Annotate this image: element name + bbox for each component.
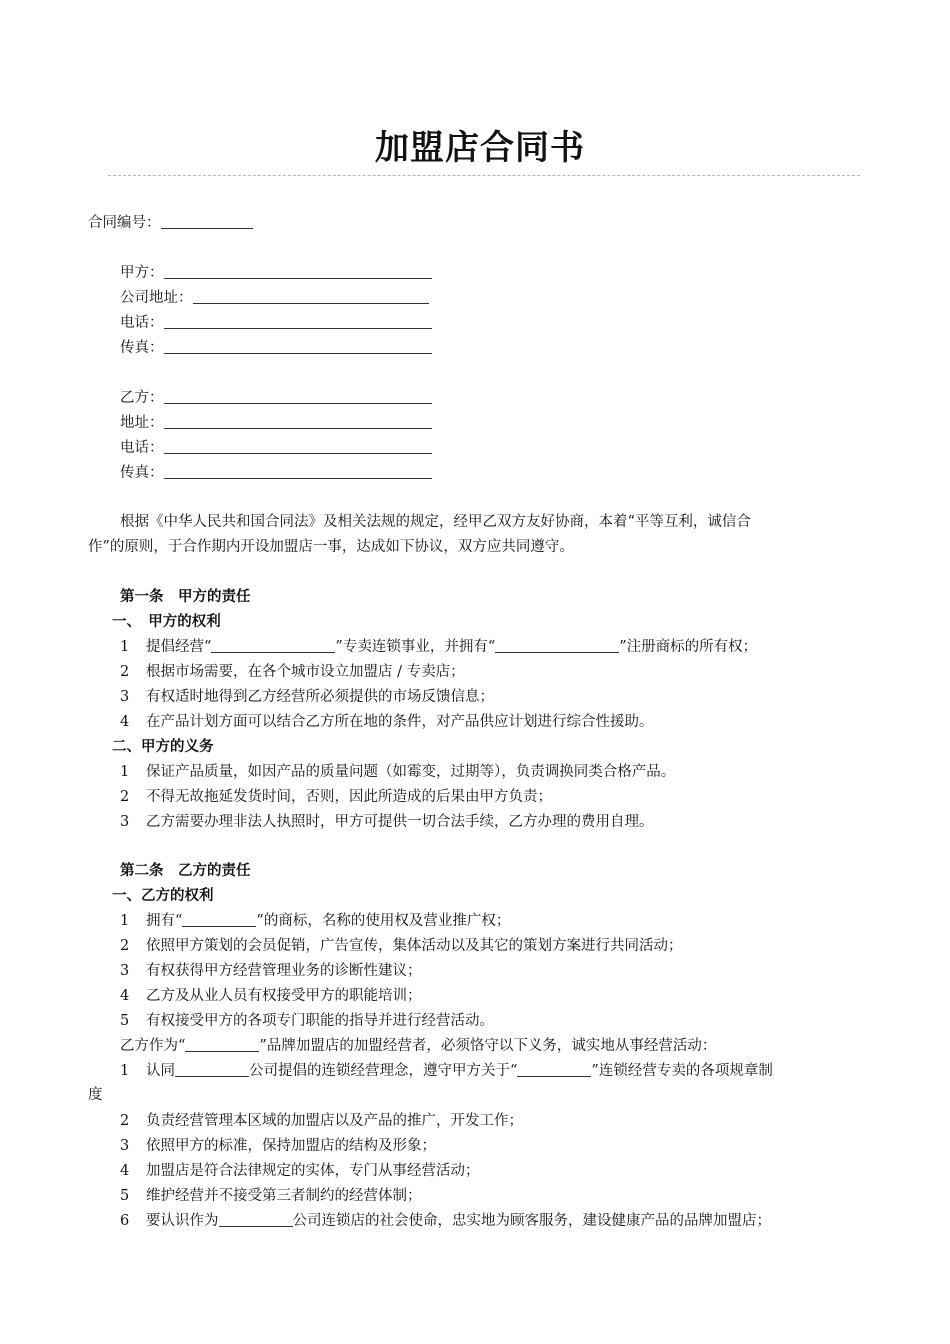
party-b-fax-label: 传真： <box>120 465 164 481</box>
article-1-heading: 第一条 甲方的责任 <box>120 588 251 605</box>
item-number: 5 <box>120 1188 130 1204</box>
item-text: 有权获得甲方经营管理业务的诊断性建议； <box>146 963 422 979</box>
party-b-address-label: 地址： <box>120 415 164 431</box>
list-item <box>120 687 494 707</box>
item-text: 拥有“ <box>146 913 183 929</box>
item-text: 公司提倡的连锁经营理念，遵守甲方关于“ <box>249 1063 518 1079</box>
party-a-fax <box>120 338 432 358</box>
item-text: 提倡经营“ <box>146 639 212 655</box>
party-a-phone <box>120 313 432 333</box>
party-b-name-blank <box>164 389 432 404</box>
item-number: 4 <box>120 714 130 730</box>
contract-number-label: 合同编号： <box>88 215 161 231</box>
document-title: 加盟店合同书 <box>375 128 585 168</box>
item-text: 根据市场需要，在各个城市设立加盟店 / 专卖店； <box>146 664 465 680</box>
list-item <box>120 637 757 657</box>
intro-paragraph-line-1: 根据《中华人民共和国合同法》及相关法规的规定，经甲乙双方友好协商，本着“平等互利，诚信合 <box>120 514 751 530</box>
item-number: 3 <box>120 1138 130 1154</box>
list-item <box>120 936 683 956</box>
item-number: 3 <box>120 689 130 705</box>
list-item <box>120 812 654 832</box>
party-a-fax-label: 传真： <box>120 340 164 356</box>
party-b-phone-blank <box>164 439 432 454</box>
list-item <box>120 1111 523 1131</box>
item-number: 1 <box>120 764 130 780</box>
party-b-address-blank <box>164 414 432 429</box>
item-number: 1 <box>120 639 130 655</box>
item-text: ”的商标，名称的使用权及营业推广权； <box>256 913 511 929</box>
party-b-name <box>120 388 432 408</box>
item-number: 3 <box>120 814 130 830</box>
party-b-phone-label: 电话： <box>120 440 164 456</box>
item-text: 认同 <box>146 1063 175 1079</box>
item-text: ”连锁经营专卖的各项规章制 <box>591 1063 773 1079</box>
item-text: ”注册商标的所有权； <box>619 639 758 655</box>
list-item <box>120 787 552 807</box>
contract-number <box>88 213 253 233</box>
item-text: 乙方及从业人员有权接受甲方的职能培训； <box>146 988 422 1004</box>
item-text: 公司连锁店的社会使命，忠实地为顾客服务，建设健康产品的品牌加盟店； <box>292 1213 771 1229</box>
company-name-blank <box>175 1062 249 1077</box>
item-text: 乙方作为“ <box>120 1038 186 1054</box>
party-a-phone-label: 电话： <box>120 315 164 331</box>
brand-name-blank <box>517 1062 591 1077</box>
list-item <box>120 1186 422 1206</box>
item-number: 4 <box>120 1163 130 1179</box>
list-item <box>120 1061 773 1081</box>
party-a-address-label: 公司地址： <box>120 290 193 306</box>
company-name-blank <box>219 1212 293 1227</box>
item-text: 保证产品质量，如因产品的质量问题（如霉变，过期等），负责调换同类合格产品。 <box>146 764 676 780</box>
list-item <box>120 961 422 981</box>
trademark-blank <box>182 912 256 927</box>
item-text: 加盟店是符合法律规定的实体，专门从事经营活动； <box>146 1163 480 1179</box>
obligation-intro <box>120 1036 716 1056</box>
list-item-continuation: 度 <box>88 1087 103 1103</box>
item-text: 有权适时地得到乙方经营所必须提供的市场反馈信息； <box>146 689 494 705</box>
party-b-phone <box>120 438 432 458</box>
title-divider <box>108 175 860 176</box>
item-text: 维护经营并不接受第三者制约的经营体制； <box>146 1188 422 1204</box>
party-a-address-blank <box>193 289 429 304</box>
item-text: ”品牌加盟店的加盟经营者，必须恪守以下义务，诚实地从事经营活动： <box>259 1038 717 1054</box>
party-a-fax-blank <box>164 339 432 354</box>
party-a-name <box>120 263 432 283</box>
article-2-rights-heading: 一、乙方的权利 <box>112 887 214 904</box>
party-a-name-label: 甲方： <box>120 265 164 281</box>
list-item <box>120 1011 494 1031</box>
item-text: 依照甲方的标准，保持加盟店的结构及形象； <box>146 1138 436 1154</box>
article-2-heading: 第二条 乙方的责任 <box>120 862 251 879</box>
intro-paragraph-line-2: 作”的原则，于合作期内开设加盟店一事，达成如下协议，双方应共同遵守。 <box>88 539 574 555</box>
list-item <box>120 1161 480 1181</box>
item-text: 要认识作为 <box>146 1213 219 1229</box>
item-number: 2 <box>120 1113 130 1129</box>
party-b-fax <box>120 463 432 483</box>
list-item <box>120 1211 771 1231</box>
trademark-blank <box>495 638 619 653</box>
item-number: 3 <box>120 963 130 979</box>
item-text: 在产品计划方面可以结合乙方所在地的条件，对产品供应计划进行综合性援助。 <box>146 714 654 730</box>
party-a-name-blank <box>164 264 432 279</box>
list-item <box>120 712 654 732</box>
list-item <box>120 1136 436 1156</box>
party-b-fax-blank <box>164 464 432 479</box>
item-text: 不得无故拖延发货时间，否则，因此所造成的后果由甲方负责； <box>146 789 552 805</box>
item-number: 6 <box>120 1213 130 1229</box>
article-1-duties-heading: 二、甲方的义务 <box>112 738 214 755</box>
brand-name-blank <box>185 1037 259 1052</box>
list-item <box>120 762 675 782</box>
item-number: 4 <box>120 988 130 1004</box>
party-b-name-label: 乙方： <box>120 390 164 406</box>
article-1-rights-heading: 一、 甲方的权利 <box>112 613 221 630</box>
item-text: 有权接受甲方的各项专门职能的指导并进行经营活动。 <box>146 1013 494 1029</box>
item-number: 1 <box>120 913 130 929</box>
item-text: 负责经营管理本区域的加盟店以及产品的推广，开发工作； <box>146 1113 523 1129</box>
contract-number-blank <box>161 214 253 229</box>
party-a-address <box>120 288 429 308</box>
item-text: 乙方需要办理非法人执照时，甲方可提供一切合法手续，乙方办理的费用自理。 <box>146 814 654 830</box>
item-text: ”专卖连锁事业，并拥有“ <box>335 639 496 655</box>
brand-name-blank <box>211 638 335 653</box>
list-item <box>120 986 422 1006</box>
list-item <box>120 662 465 682</box>
item-number: 5 <box>120 1013 130 1029</box>
item-number: 2 <box>120 664 130 680</box>
item-number: 1 <box>120 1063 130 1079</box>
list-item <box>120 911 510 931</box>
item-number: 2 <box>120 789 130 805</box>
party-a-phone-blank <box>164 314 432 329</box>
item-number: 2 <box>120 938 130 954</box>
party-b-address <box>120 413 432 433</box>
item-text: 依照甲方策划的会员促销，广告宣传，集体活动以及其它的策划方案进行共同活动； <box>146 938 683 954</box>
